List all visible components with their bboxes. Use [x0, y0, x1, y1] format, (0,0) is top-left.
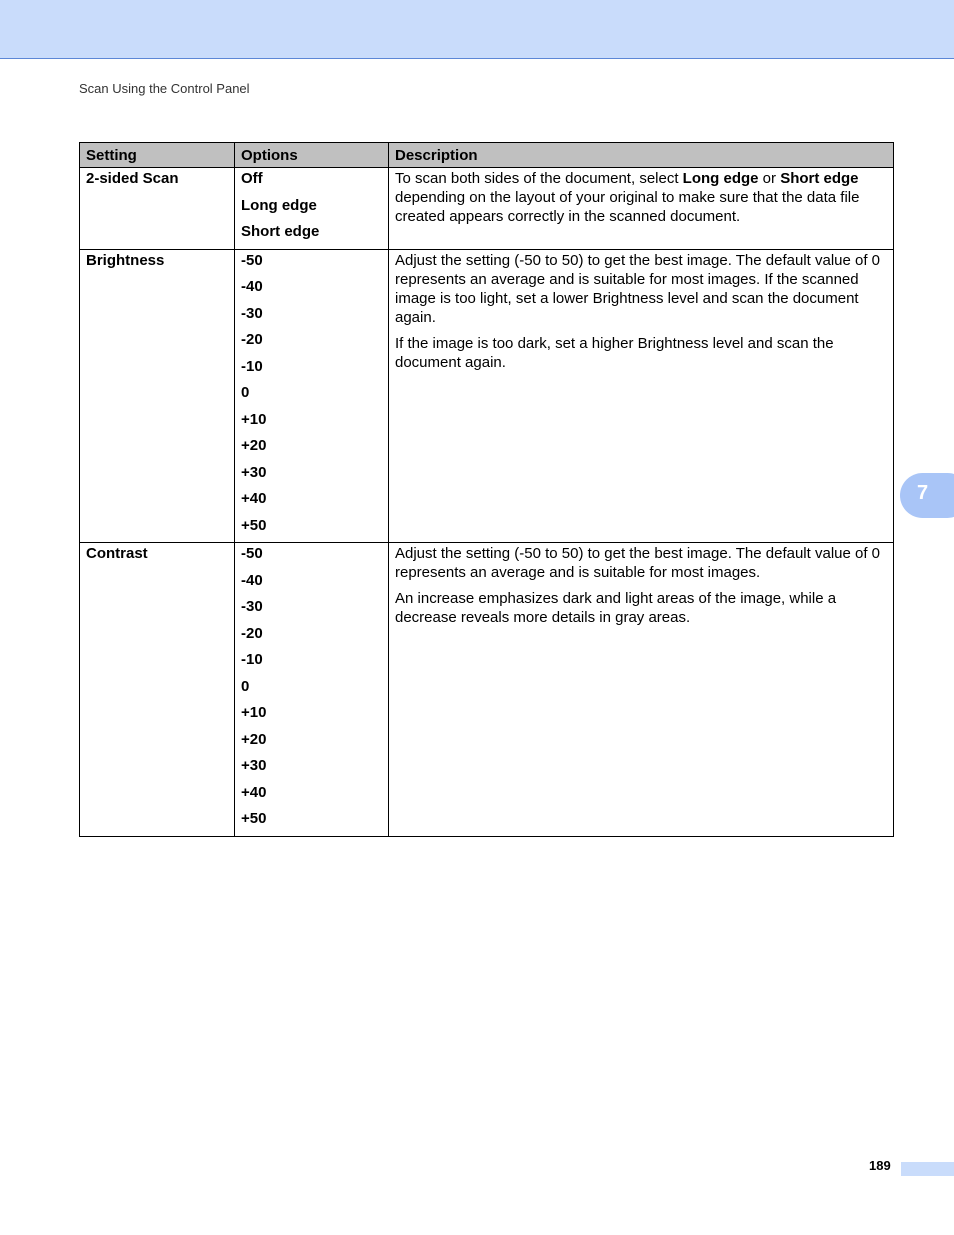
option-value: +10	[241, 410, 267, 428]
option-value: Short edge	[241, 223, 320, 240]
setting-name: 2-sided Scan	[80, 168, 235, 250]
option-value: -50	[241, 545, 263, 562]
option-value: -40	[241, 571, 263, 589]
table-row	[80, 249, 894, 543]
option-value: Long edge	[241, 196, 317, 214]
chapter-tab	[900, 473, 954, 518]
option-value: +20	[241, 730, 267, 748]
description-paragraph	[395, 251, 887, 327]
description-paragraph	[395, 589, 887, 627]
column-header-setting: Setting	[80, 143, 235, 168]
option-value: -10	[241, 357, 263, 375]
description-text: To scan both sides of the document, select	[395, 170, 683, 187]
option-value: 0	[241, 384, 250, 401]
option-value: +50	[241, 516, 267, 534]
option-value: 0	[241, 677, 250, 695]
option-value: -50	[241, 251, 263, 269]
option-value: +20	[241, 437, 267, 454]
description-text: depending on the layout of your original to make sure that the data file created appears correctly in the scanned document.	[395, 189, 860, 225]
setting-name: Contrast	[80, 543, 235, 837]
running-title: Scan Using the Control Panel	[79, 81, 250, 96]
description-cell	[389, 249, 894, 543]
option-value: -20	[241, 624, 263, 642]
column-header-options: Options	[235, 143, 389, 168]
option-name-emphasis: Long edge	[682, 170, 759, 187]
description-text: Adjust the setting (-50 to 50) to get the best image. The default value of 0 represents an average and is suitable for most images. If the scanned image is too light, set a lower Brightness level and scan the document again.	[395, 251, 881, 326]
options-cell	[235, 543, 389, 837]
description-cell	[389, 168, 894, 250]
option-value: +30	[241, 757, 267, 774]
option-value: Off	[241, 170, 263, 187]
table-row	[80, 543, 894, 837]
option-value: +30	[241, 463, 267, 481]
table-body	[80, 168, 894, 837]
option-value: -30	[241, 304, 263, 322]
option-value: -40	[241, 278, 263, 295]
description-paragraph	[395, 334, 887, 372]
description-text: If the image is too dark, set a higher Brightness level and scan the document again.	[395, 334, 834, 371]
option-value: +40	[241, 490, 267, 507]
description-text: Adjust the setting (-50 to 50) to get the best image. The default value of 0 represents an average and is suitable for most images.	[395, 545, 881, 581]
settings-table	[79, 142, 894, 837]
table-header-row	[80, 143, 894, 168]
option-value: +40	[241, 783, 267, 801]
table-row	[80, 168, 894, 250]
chapter-number: 7	[917, 482, 929, 504]
page-number: 189	[869, 1158, 891, 1173]
column-header-description: Description	[389, 143, 894, 168]
page-number-bar	[901, 1162, 954, 1176]
description-text: An increase emphasizes dark and light areas of the image, while a decrease reveals more details in gray areas.	[395, 590, 837, 626]
description-paragraph	[395, 169, 887, 226]
option-name-emphasis: Short edge	[780, 170, 859, 187]
option-value: +50	[241, 810, 267, 827]
option-value: -20	[241, 331, 263, 348]
description-text: or	[758, 170, 781, 187]
option-value: -30	[241, 598, 263, 615]
header-band	[0, 0, 954, 59]
description-paragraph	[395, 544, 887, 582]
option-value: +10	[241, 704, 267, 721]
options-cell	[235, 168, 389, 250]
setting-name: Brightness	[80, 249, 235, 543]
options-cell	[235, 249, 389, 543]
option-value: -10	[241, 651, 263, 668]
description-cell	[389, 543, 894, 837]
